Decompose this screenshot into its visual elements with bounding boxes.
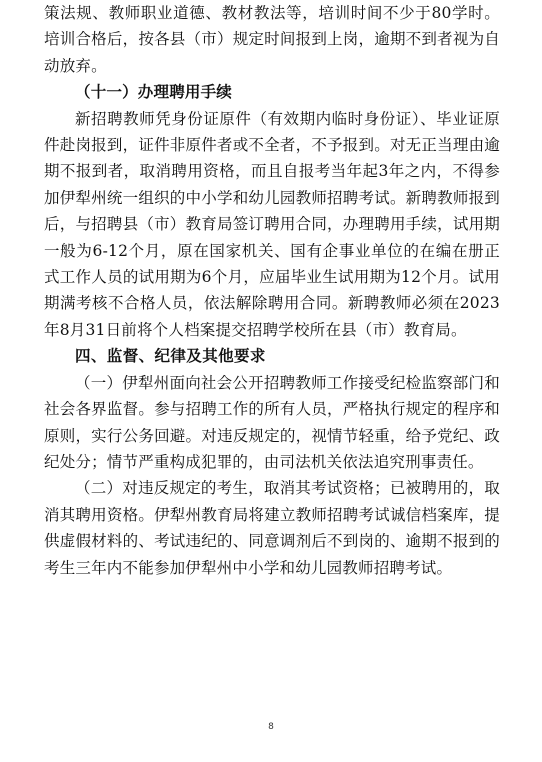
paragraph-continuation: 策法规、教师职业道德、教材教法等，培训时间不少于80学时。培训合格后，按各县（市）规定时间报到上岗，逾期不到者视为自动放弃。	[44, 4, 500, 75]
paragraph-employment-procedures: 新招聘教师凭身份证原件（有效期内临时身份证）、毕业证原件赴岗报到，证件非原件者或不全者，不予报到。对无正当理由逾期不报到者，取消聘用资格，而且自报考当年起3年之内，不得参加伊犁州统一组织的中小学和幼儿园教师招聘考试。新聘教师报到后，与招聘县（市）教育局签订聘用合同，办理聘用手续，试用期一般为6-12个月，原在国家机关、国有企事业单位的在编在册正式工作人员的试用期为6个月，应届毕业生试用期为12个月。试用期满考核不合格人员，依法解除聘用合同。新聘教师必须在2023年8月31日前将个人档案提交招聘学校所在县（市）教育局。	[44, 109, 500, 339]
document-body	[44, 0, 500, 581]
subsection-heading-11: （十一）办理聘用手续	[75, 82, 233, 102]
paragraph-supervision: （一）伊犁州面向社会公开招聘教师工作接受纪检监察部门和社会各界监督。参与招聘工作的所有人员，严格执行规定的程序和原则，实行公务回避。对违反规定的，视情节轻重，给予党纪、政纪处分；情节严重构成犯罪的，由司法机关依法追究刑事责任。	[44, 373, 500, 471]
paragraph-violations: （二）对违反规定的考生，取消其考试资格；已被聘用的，取消其聘用资格。伊犁州教育局将建立教师招聘考试诚信档案库，提供虚假材料的、考试违纪的、同意调剂后不到岗的、逾期不报到的考生三年内不能参加伊犁州中小学和幼儿园教师招聘考试。	[44, 479, 500, 577]
page-number: 8	[268, 722, 274, 732]
section-heading-4: 四、监督、纪律及其他要求	[75, 347, 266, 366]
